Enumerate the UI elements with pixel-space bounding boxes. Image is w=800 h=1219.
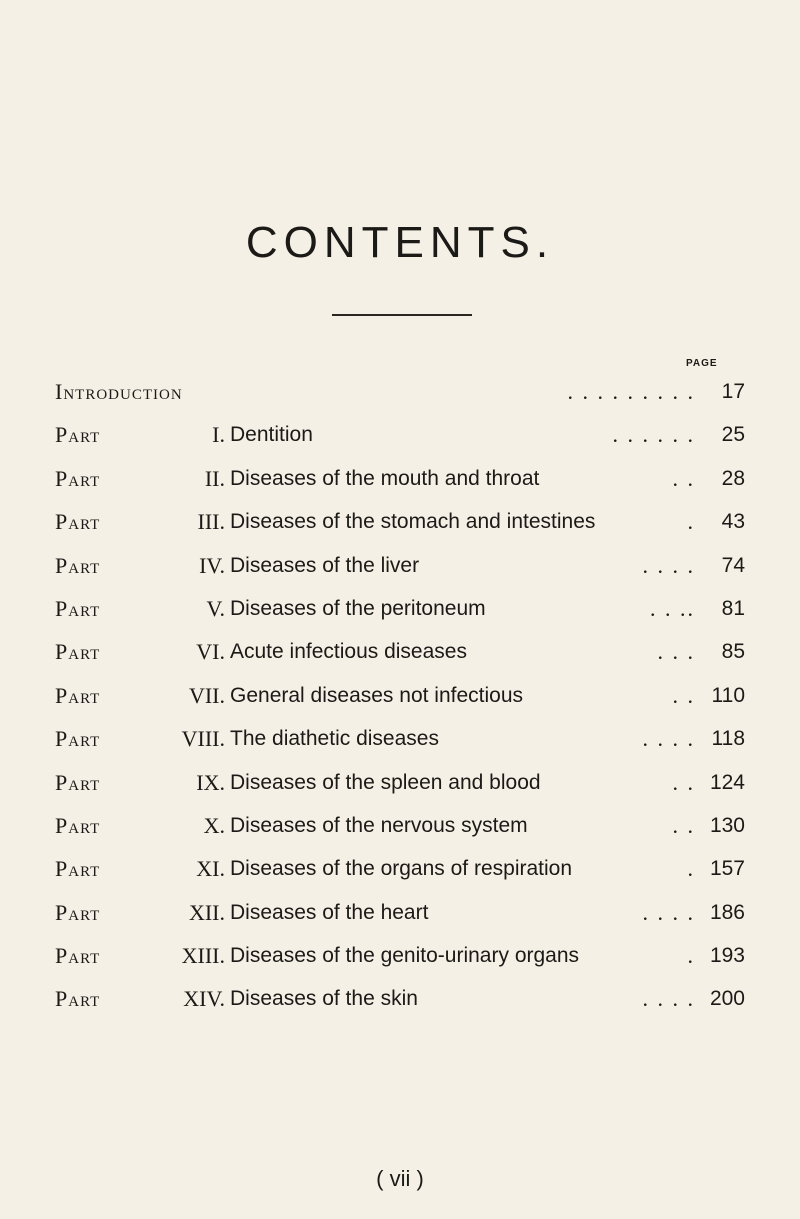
entry-part-5 xyxy=(55,587,745,630)
part-word: Part xyxy=(55,943,101,969)
page-number: 85 xyxy=(721,640,745,664)
entry-part-11 xyxy=(55,847,745,890)
part-subject: Diseases of the stomach and intestines xyxy=(230,510,596,534)
entry-introduction xyxy=(55,370,745,413)
dot-leader: . . xyxy=(672,812,695,838)
dot-leader: . xyxy=(687,509,695,535)
part-subject: Diseases of the skin xyxy=(230,987,418,1011)
entry-part-7 xyxy=(55,674,745,717)
page-number: 157 xyxy=(709,857,745,881)
part-word: Part xyxy=(55,899,101,925)
dot-leader: . . . . . . . . . xyxy=(567,379,695,404)
introduction-label: Introduction xyxy=(55,379,183,404)
part-word: Part xyxy=(55,769,101,795)
entry-part-10 xyxy=(55,804,745,847)
entry-part-14 xyxy=(55,977,745,1020)
page-number: 28 xyxy=(721,466,745,490)
dot-leader: . . . . xyxy=(642,899,695,925)
dot-leader: . . . . xyxy=(642,552,695,578)
dot-leader: . . .. xyxy=(650,595,695,621)
part-word: Part xyxy=(55,552,101,578)
part-numeral: I. xyxy=(212,422,225,448)
part-word: Part xyxy=(55,595,101,621)
part-numeral: VI. xyxy=(196,639,225,665)
entry-part-12 xyxy=(55,891,745,934)
page-number: 17 xyxy=(721,380,745,403)
dot-leader: . xyxy=(687,943,695,969)
page-number: 186 xyxy=(709,900,745,924)
page-number: 124 xyxy=(709,770,745,794)
part-numeral: VIII. xyxy=(181,726,225,752)
part-subject: Diseases of the heart xyxy=(230,900,429,924)
contents-title: CONTENTS. xyxy=(245,218,555,267)
part-subject: Diseases of the peritoneum xyxy=(230,596,486,620)
part-subject: Diseases of the organs of respiration xyxy=(230,857,573,881)
part-subject: Diseases of the spleen and blood xyxy=(230,770,541,794)
entry-part-3 xyxy=(55,500,745,543)
part-word: Part xyxy=(55,465,101,491)
page-number: 118 xyxy=(711,727,745,751)
entry-part-6 xyxy=(55,630,745,673)
part-numeral: IX. xyxy=(196,769,225,795)
page-number: 110 xyxy=(711,683,745,707)
dot-leader: . xyxy=(687,856,695,882)
page-number: 81 xyxy=(721,596,745,620)
title-rule xyxy=(332,314,472,316)
part-numeral: XII. xyxy=(188,899,225,925)
contents-list xyxy=(55,370,745,1021)
part-subject: General diseases not infectious xyxy=(230,683,524,707)
part-numeral: XI. xyxy=(196,856,225,882)
dot-leader: . . . . xyxy=(642,986,695,1012)
part-word: Part xyxy=(55,726,101,752)
dot-leader: . . . . . . xyxy=(612,422,695,448)
part-word: Part xyxy=(55,422,101,448)
part-numeral: II. xyxy=(204,465,225,491)
part-subject: Dentition xyxy=(230,423,313,447)
dot-leader: . . xyxy=(672,769,695,795)
part-subject: The diathetic diseases xyxy=(230,727,439,751)
entry-part-1 xyxy=(55,413,745,456)
part-numeral: X. xyxy=(203,812,225,838)
page-number: 43 xyxy=(721,510,745,534)
part-word: Part xyxy=(55,986,101,1012)
part-numeral: III. xyxy=(197,509,225,535)
part-numeral: XIV. xyxy=(183,986,225,1012)
page-number: 25 xyxy=(721,423,745,447)
dot-leader: . . . . xyxy=(642,726,695,752)
part-word: Part xyxy=(55,812,101,838)
page-number: 193 xyxy=(709,944,745,968)
part-word: Part xyxy=(55,639,101,665)
page-column-label: PAGE xyxy=(686,358,718,369)
entry-part-13 xyxy=(55,934,745,977)
part-word: Part xyxy=(55,509,101,535)
entry-part-2 xyxy=(55,457,745,500)
page-number: 130 xyxy=(709,813,745,837)
entry-part-4 xyxy=(55,544,745,587)
page-number: 200 xyxy=(709,987,745,1011)
part-subject: Diseases of the genito-urinary organs xyxy=(230,944,580,968)
part-numeral: XIII. xyxy=(181,943,225,969)
part-numeral: V. xyxy=(206,595,225,621)
dot-leader: . . . xyxy=(657,639,695,665)
dot-leader: . . xyxy=(672,682,695,708)
part-subject: Acute infectious diseases xyxy=(230,640,467,664)
dot-leader: . . xyxy=(672,465,695,491)
entry-part-9 xyxy=(55,761,745,804)
part-word: Part xyxy=(55,856,101,882)
entry-part-8 xyxy=(55,717,745,760)
page-folio: ( vii ) xyxy=(376,1166,424,1191)
part-subject: Diseases of the nervous system xyxy=(230,813,528,837)
part-numeral: IV. xyxy=(199,552,225,578)
page-number: 74 xyxy=(721,553,745,577)
part-subject: Diseases of the liver xyxy=(230,553,420,577)
part-word: Part xyxy=(55,682,101,708)
part-numeral: VII. xyxy=(188,682,225,708)
part-subject: Diseases of the mouth and throat xyxy=(230,466,540,490)
